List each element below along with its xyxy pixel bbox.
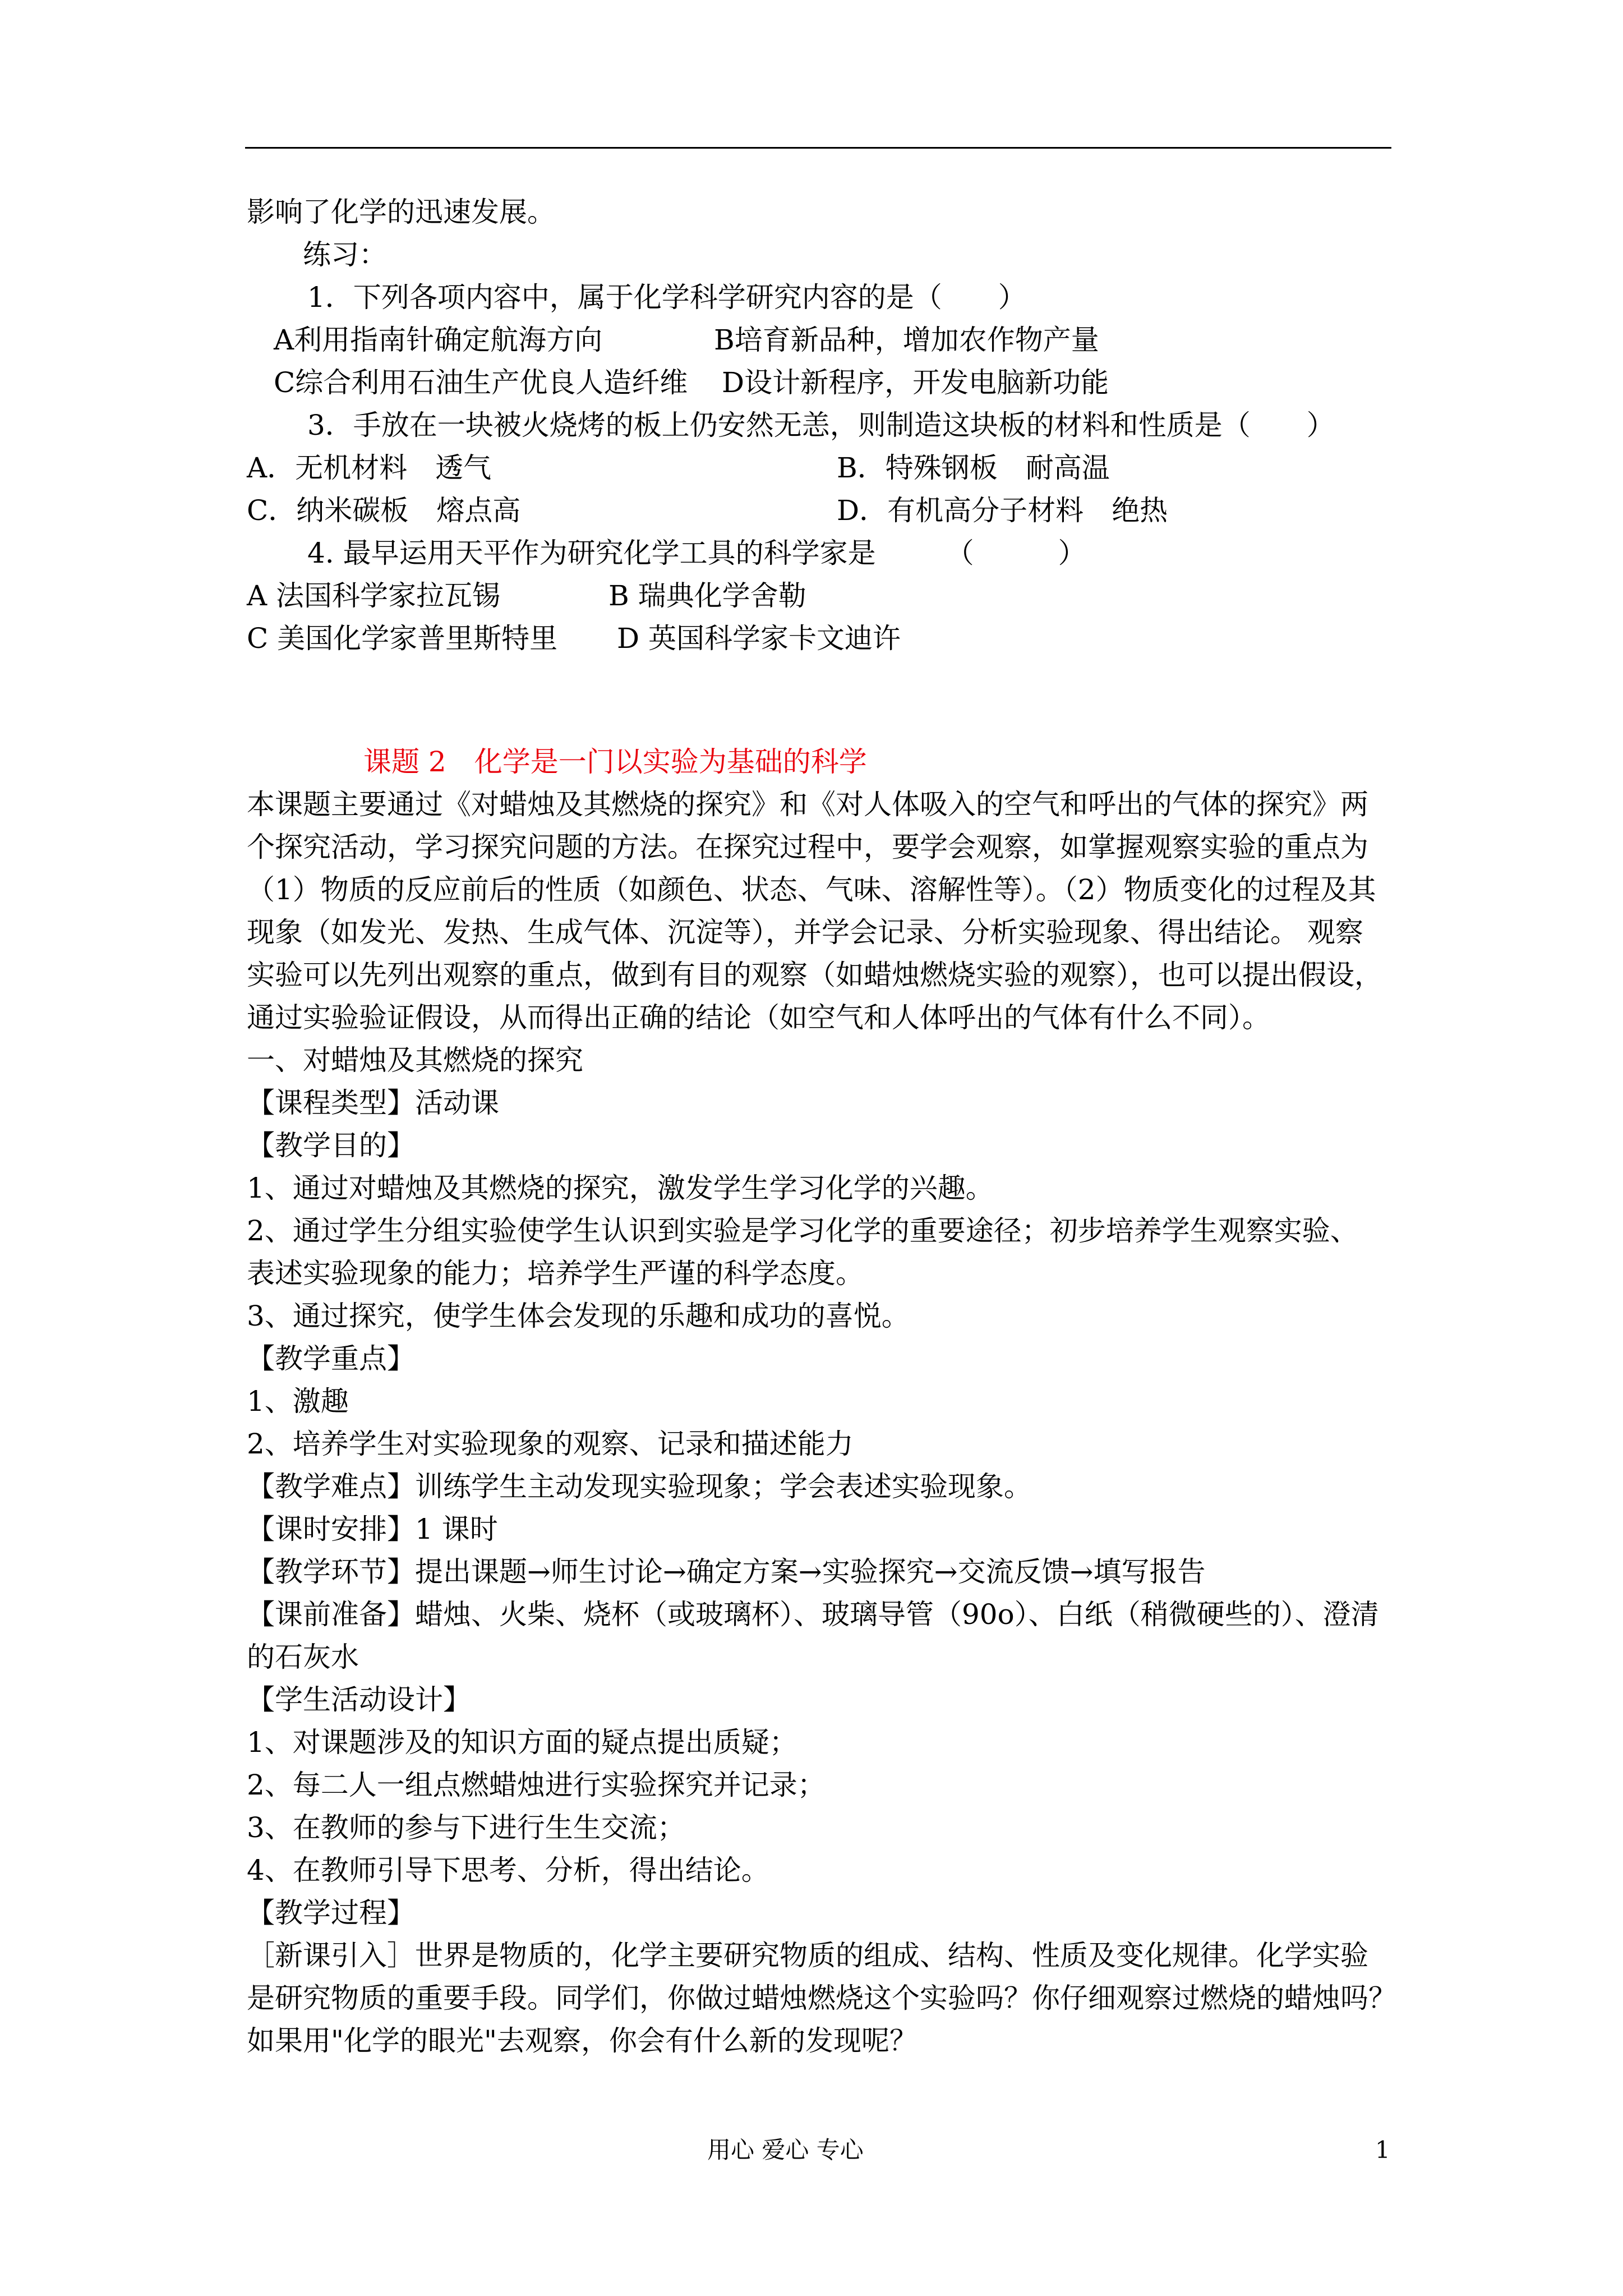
- keypoint-line: 1、激趣: [247, 1385, 349, 1418]
- overview-line: 实验可以先列出观察的重点，做到有目的观察（如蜡烛燃烧实验的观察），也可以提出假设，: [247, 959, 1382, 991]
- objectives-heading: 【教学目的】: [247, 1129, 415, 1162]
- question-1-options-cd: [247, 361, 1396, 404]
- intro-line: 是研究物质的重要手段。同学们，你做过蜡烛燃烧这个实验吗？你仔细观察过燃烧的蜡烛吗？: [247, 1982, 1396, 2014]
- activity-line: 2、每二人一组点燃蜡烛进行实验探究并记录；: [247, 1769, 826, 1801]
- process-heading: 【教学过程】: [247, 1897, 415, 1929]
- keypoints-heading: 【教学重点】: [247, 1342, 415, 1375]
- option-a: A利用指南针确定航海方向: [274, 324, 603, 356]
- option-d: D设计新程序，开发电脑新功能: [722, 366, 1109, 399]
- question-4-options-cd: [247, 617, 1396, 660]
- overview-line: （1）物质的反应前后的性质（如颜色、状态、气味、溶解性等）。（2）物质变化的过程及其: [247, 873, 1376, 906]
- keypoint-line: 2、培养学生对实验现象的观察、记录和描述能力: [247, 1428, 854, 1460]
- question-1-stem: 1．下列各项内容中，属于化学科学研究内容的是（ ）: [307, 281, 1026, 314]
- option-a: A．无机材料 透气: [247, 452, 492, 484]
- question-3-options-cd: [247, 489, 1396, 532]
- option-b: B 瑞典化学舍勒: [608, 579, 806, 612]
- course-type: 【课程类型】活动课: [247, 1087, 499, 1119]
- page-number: 1: [1375, 2136, 1390, 2164]
- question-1-options-ab: [247, 319, 1396, 361]
- question-4-options-ab: [247, 574, 1396, 617]
- preparation-line: 【课前准备】蜡烛、火柴、烧杯（或玻璃杯）、玻璃导管（90o）、白纸（稍微硬些的）、澄清: [247, 1598, 1379, 1631]
- question-3-stem: 3．手放在一块被火烧烤的板上仍安然无恙，则制造这块板的材料和性质是（ ）: [307, 409, 1335, 441]
- activity-line: 4、在教师引导下思考、分析，得出结论。: [247, 1854, 769, 1887]
- objective-line: 表述实验现象的能力；培养学生严谨的科学态度。: [247, 1257, 864, 1290]
- teaching-steps: 【教学环节】提出课题→师生讨论→确定方案→实验探究→交流反馈→填写报告: [247, 1556, 1206, 1588]
- objective-line: 2、通过学生分组实验使学生认识到实验是学习化学的重要途径；初步培养学生观察实验、: [247, 1214, 1358, 1247]
- overview-line: 个探究活动，学习探究问题的方法。在探究过程中，要学会观察，如掌握观察实验的重点为: [247, 831, 1368, 863]
- preparation-line: 的石灰水: [247, 1641, 359, 1673]
- intro-line: 如果用"化学的眼光"去观察，你会有什么新的发现呢？: [247, 2024, 917, 2057]
- option-b: B培育新品种，增加农作物产量: [714, 324, 1099, 356]
- activity-line: 3、在教师的参与下进行生生交流；: [247, 1811, 685, 1844]
- option-c: C．纳米碳板 熔点高: [247, 494, 521, 527]
- option-d: D 英国科学家卡文迪许: [617, 622, 901, 655]
- footer-motto: 用心 爱心 专心: [707, 2136, 864, 2164]
- lesson-title: 课题 2 化学是一门以实验为基础的科学: [363, 746, 867, 778]
- activity-line: 1、对课题涉及的知识方面的疑点提出质疑；: [247, 1726, 797, 1759]
- option-d: D．有机高分子材料 绝热: [837, 494, 1168, 527]
- option-c: C 美国化学家普里斯特里: [247, 622, 558, 655]
- section-heading: 一、对蜡烛及其燃烧的探究: [247, 1044, 583, 1076]
- option-b: B．特殊钢板 耐高温: [837, 452, 1110, 484]
- option-c: C综合利用石油生产优良人造纤维: [274, 366, 688, 399]
- practice-label: 练习：: [303, 238, 387, 271]
- question-3-options-ab: [247, 447, 1396, 489]
- objective-line: 1、通过对蜡烛及其燃烧的探究，激发学生学习化学的兴趣。: [247, 1172, 994, 1204]
- overview-line: 通过实验验证假设，从而得出正确的结论（如空气和人体呼出的气体有什么不同）。: [247, 1001, 1270, 1034]
- difficulty: 【教学难点】训练学生主动发现实验现象；学会表述实验现象。: [247, 1470, 1032, 1503]
- schedule: 【课时安排】1 课时: [247, 1513, 498, 1545]
- intro-tail: 影响了化学的迅速发展。: [247, 196, 555, 228]
- option-a: A 法国科学家拉瓦锡: [247, 579, 501, 612]
- overview-line: 本课题主要通过《对蜡烛及其燃烧的探究》和《对人体吸入的空气和呼出的气体的探究》两: [247, 788, 1368, 821]
- question-4-stem: 4. 最早运用天平作为研究化学工具的科学家是 （ ）: [307, 537, 1086, 569]
- intro-line: ［新课引入］世界是物质的，化学主要研究物质的组成、结构、性质及变化规律。化学实验: [247, 1939, 1368, 1972]
- objective-line: 3、通过探究，使学生体会发现的乐趣和成功的喜悦。: [247, 1300, 910, 1332]
- document-body: [247, 191, 1396, 2062]
- header-rule: [245, 147, 1391, 149]
- overview-line: 现象（如发光、发热、生成气体、沉淀等），并学会记录、分析实验现象、得出结论。 观察: [247, 916, 1363, 949]
- activity-heading: 【学生活动设计】: [247, 1683, 471, 1716]
